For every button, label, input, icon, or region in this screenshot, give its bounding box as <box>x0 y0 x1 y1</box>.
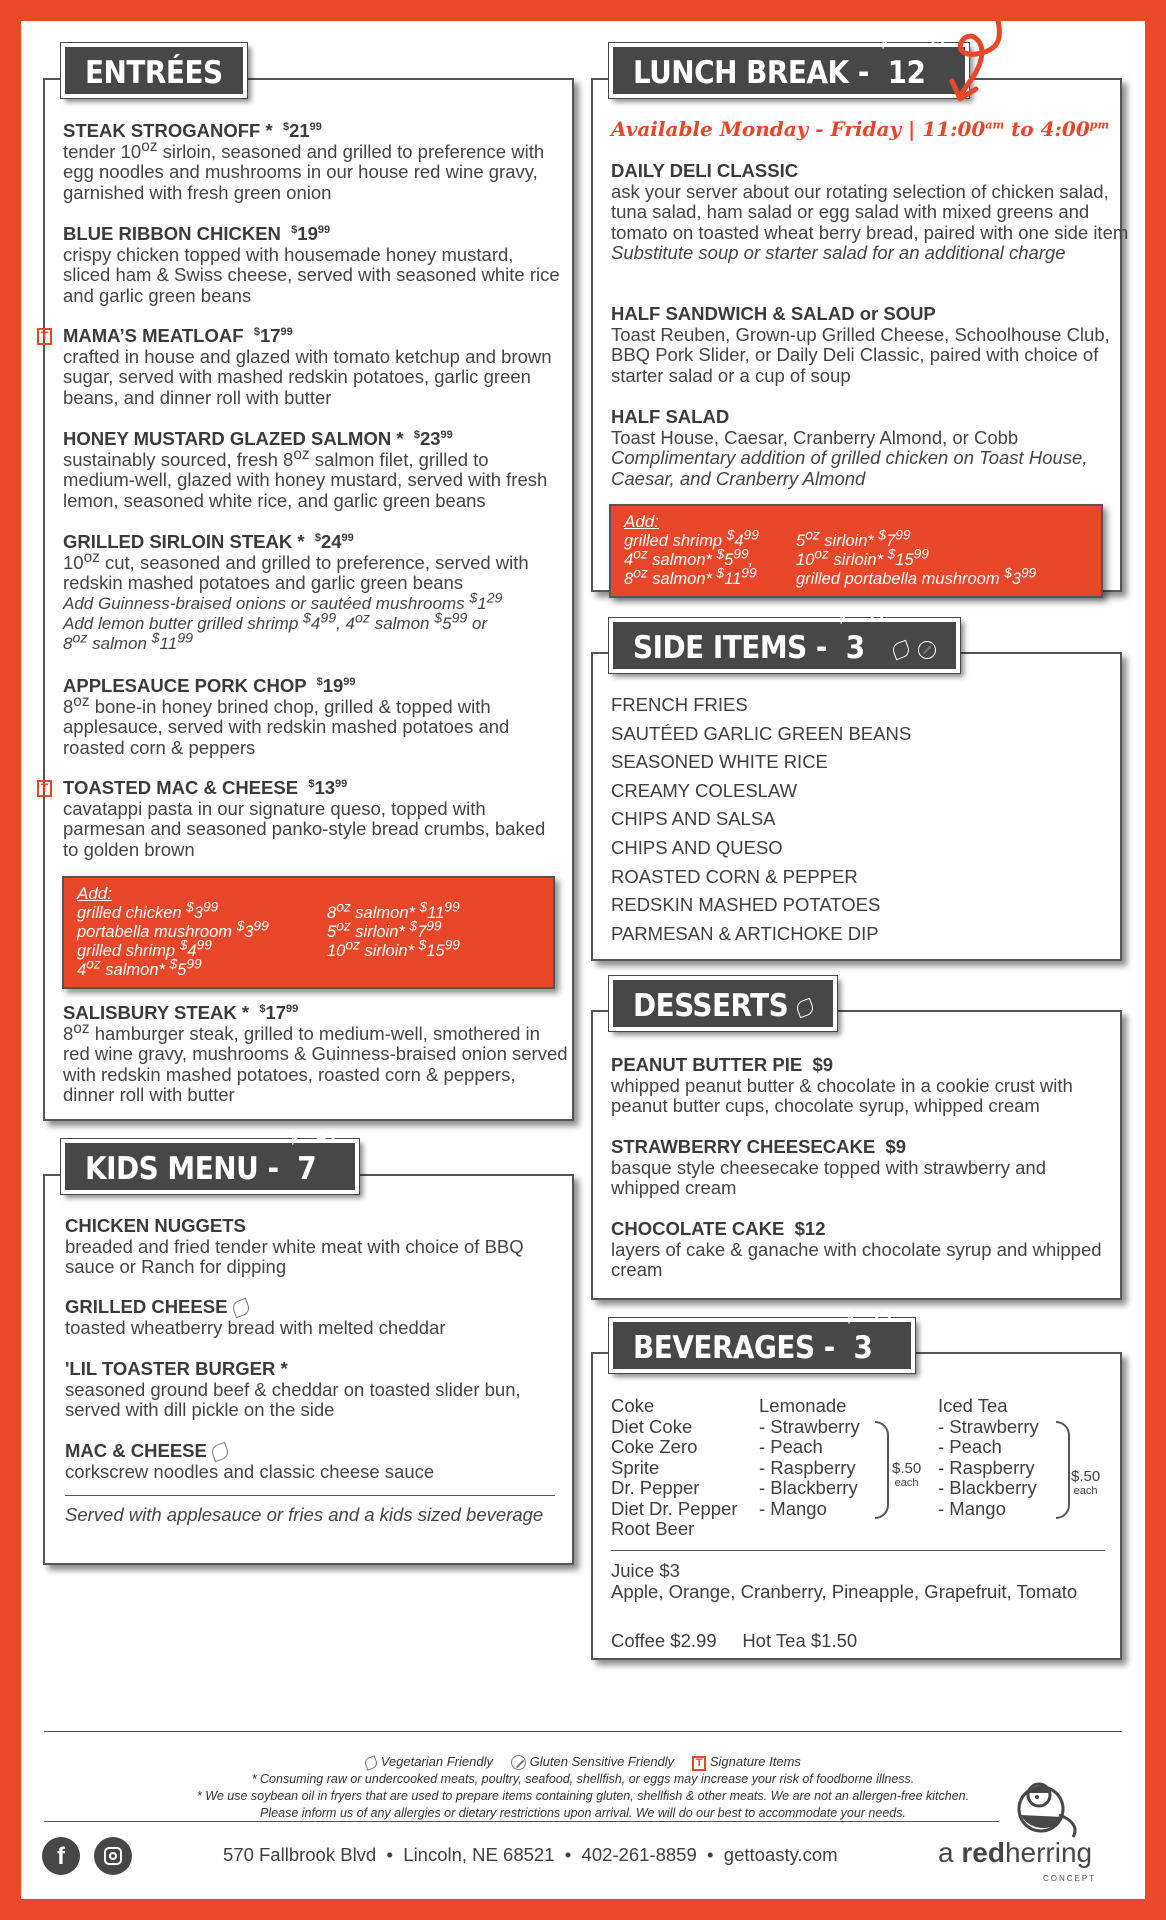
side-item: ROASTED CORN & PEPPER <box>611 865 858 887</box>
city: Lincoln, NE 68521 <box>403 1844 555 1865</box>
vegetarian-icon <box>230 1298 251 1319</box>
facebook-icon[interactable]: f <box>42 1837 80 1875</box>
phone[interactable]: 402-261-8859 <box>581 1844 697 1865</box>
menu-item: TOASTED MAC & CHEESE $^{\$}13^{99}$ cavatappi pasta in our signature queso, topped with parmesan and seasoned panko-style bread crumbs, baked to golden brown <box>63 777 546 860</box>
entree-add-ons: Add: grilled chicken $^{\$}3^{99}$ portabella mushroom $^{\$}3^{99}$ grilled shrimp $^{\$}4^{99}$ $4^{oz}$ salmon* $^{\$}5^{99}$ $8^{oz}$ salmon* $^{\$}11^{99}$ $5^{oz}$ sirloin* $^{\$}7^{99}$ $10^{oz}$ sirloin* $^{\$}15^{99}$ <box>62 876 555 989</box>
vegetarian-icon <box>363 1755 378 1770</box>
sides-header: SIDE ITEMS - $^{\$}3^{99}$ <box>609 618 960 673</box>
lunch-header: LUNCH BREAK - $^{\$}12^{99}$ <box>609 43 969 98</box>
juice-info: Juice $3 Apple, Orange, Cranberry, Pineapple, Grapefruit, Tomato <box>611 1560 1078 1602</box>
side-item: PARMESAN & ARTICHOKE DIP <box>611 922 879 944</box>
disclaimer: * Consuming raw or undercooked meats, poultry, seafood, shellfish, or eggs may increase your risk of foodborne illness. * We use soybean oil in fryers that are used to prepare items containing gluten, shellfish & other meats. We are not an allergen-free kitchen. Please inform us of any allergies or dietary restrictions upon arrival. We will do our best to accommodate your needs. <box>196 1772 970 1820</box>
kids-header: KIDS MENU - $^{\$}7^{49}$ <box>61 1139 359 1194</box>
menu-item: HONEY MUSTARD GLAZED SALMON * $^{\$}23^{99}$ sustainably sourced, fresh $8^{oz}$ salmon filet, grilled to medium-well, glazed with honey mustard, served with fresh lemon, seasoned white rice, and garlic green beans <box>63 428 548 511</box>
signature-icon: T <box>37 780 52 797</box>
sides-list <box>611 691 911 948</box>
side-item: CREAMY COLESLAW <box>611 779 798 801</box>
entrees-header: ENTRÉES <box>61 43 247 98</box>
kids-item: CHICKEN NUGGETS breaded and fried tender white meat with choice of BBQ sauce or Ranch for dipping <box>65 1215 524 1277</box>
lunch-item: HALF SALAD Toast House, Caesar, Cranberry Almond, or Cobb Complimentary addition of grilled chicken on Toast House, Caesar, and Cranberry Almond <box>611 406 1088 489</box>
instagram-icon[interactable] <box>94 1837 132 1875</box>
menu-item: MAMA’S MEATLOAF $^{\$}17^{99}$ crafted in house and glazed with tomato ketchup and brown sugar, served with mashed redskin potatoes, garlic green beans, and dinner roll with butter <box>63 325 552 408</box>
iced-tea-brace <box>1056 1421 1070 1519</box>
iced-tea-list: Iced Tea - Strawberry - Peach - Raspberry - Blackberry - Mango <box>938 1395 1039 1519</box>
kids-footnote: Served with applesauce or fries and a kids sized beverage <box>65 1504 544 1525</box>
website-link[interactable]: gettoasty.com <box>723 1844 838 1865</box>
dessert-item: CHOCOLATE CAKE $12 layers of cake & ganache with chocolate syrup and whipped cream <box>611 1218 1102 1280</box>
lunch-item: DAILY DELI CLASSIC ask your server about our rotating selection of chicken salad, tuna salad, ham salad or egg salad with mixed greens and tomato on toasted wheat berry bread, paired with one side item Substitute soup or starter salad for an additional charge <box>611 160 1129 263</box>
kids-divider <box>65 1495 555 1496</box>
side-item: SAUTÉED GARLIC GREEN BEANS <box>611 722 912 744</box>
beverages-divider <box>611 1550 1105 1551</box>
signature-icon: T <box>692 1756 706 1771</box>
lemonade-brace <box>875 1421 889 1519</box>
brand-concept: CONCEPT <box>1043 1874 1097 1883</box>
menu-item: APPLESAUCE PORK CHOP $^{\$}19^{99}$ $8^{oz}$ bone-in honey brined chop, grilled & topped with applesauce, served with redskin mashed potatoes and roasted corn & peppers <box>63 675 510 758</box>
kids-item: GRILLED CHEESE toasted wheatberry bread with melted cheddar <box>65 1296 446 1338</box>
menu-item: GRILLED SIRLOIN STEAK * $^{\$}24^{99}$ $10^{oz}$ cut, seasoned and grilled to preference, served with redskin mashed potatoes and garlic green beans Add Guinness-braised onions or sautéed mushrooms $^{\$}1^{29}$ Add lemon butter grilled shrimp $^{\$}4^{99}$, $4^{oz}$ salmon $^{\$}5^{99}$ or $8^{oz}$ salmon $^{\$}11^{99}$ <box>63 531 529 653</box>
footer-divider-top <box>44 1731 1122 1732</box>
desserts-header: DESSERTS <box>609 976 837 1031</box>
kids-item: 'LIL TOASTER BURGER * seasoned ground beef & cheddar on toasted slider bun, served with dill pickle on the side <box>65 1358 521 1420</box>
herring-logo-icon <box>999 1775 1091 1845</box>
footer-divider-bottom <box>44 1821 999 1822</box>
address: 570 Fallbrook Blvd <box>223 1844 377 1865</box>
lemonade-upcharge: $.50 each <box>892 1460 922 1489</box>
side-item: CHIPS AND QUESO <box>611 836 783 858</box>
lemonade-list: Lemonade - Strawberry - Peach - Raspberry - Blackberry - Mango <box>759 1395 860 1519</box>
gluten-free-icon <box>511 1755 526 1770</box>
hot-drinks: Coffee $2.99 Hot Tea $1.50 <box>611 1630 858 1651</box>
lunch-availability: Available Monday - Friday | $11:00^{am}$ to $4:00^{pm}$ <box>611 117 1110 141</box>
side-item: REDSKIN MASHED POTATOES <box>611 894 881 916</box>
arrow-icon <box>926 21 1026 111</box>
side-item: FRENCH FRIES <box>611 694 748 715</box>
lunch-add-ons: Add: grilled shrimp $^{\$}4^{99}$ $4^{oz}$ salmon* $^{\$}5^{99}$, $8^{oz}$ salmon* $^{\$}11^{99}$ $5^{oz}$ sirloin* $^{\$}7^{99}$ $10^{oz}$ sirloin* $^{\$}15^{99}$ grilled portabella mushroom $^{\$}3^{99}$ <box>609 504 1103 598</box>
lunch-item: HALF SANDWICH & SALAD or SOUP Toast Reuben, Grown-up Grilled Cheese, Schoolhouse Club, BBQ Pork Slider, or Daily Deli Classic, paired with choice of starter salad or a cup of soup <box>611 303 1110 386</box>
contact-line: 570 Fallbrook Blvd • Lincoln, NE 68521 • 402-261-8859 • gettoasty.com <box>223 1844 838 1865</box>
gluten-free-icon <box>918 641 936 659</box>
menu-item: BLUE RIBBON CHICKEN $^{\$}19^{99}$ crispy chicken topped with housemade honey mustard, sliced ham & Swiss cheese, served with seasoned white rice and garlic green beans <box>63 223 560 306</box>
vegetarian-icon <box>891 639 912 660</box>
menu-page <box>21 21 1145 1899</box>
dessert-item: STRAWBERRY CHEESECAKE $9 basque style cheesecake topped with strawberry and whipped cream <box>611 1136 1047 1198</box>
dessert-item: PEANUT BUTTER PIE $9 whipped peanut butter & chocolate in a cookie crust with peanut butter cups, chocolate syrup, whipped cream <box>611 1054 1073 1116</box>
iced-tea-upcharge: $.50 each <box>1071 1468 1101 1497</box>
sodas-list: Coke Diet Coke Coke Zero Sprite Dr. Pepper Diet Dr. Pepper Root Beer <box>611 1395 738 1539</box>
vegetarian-icon <box>795 997 816 1018</box>
vegetarian-icon <box>210 1442 231 1463</box>
side-item: CHIPS AND SALSA <box>611 808 776 830</box>
kids-item: MAC & CHEESE corkscrew noodles and classic cheese sauce <box>65 1440 435 1482</box>
beverages-header: BEVERAGES - $^{\$}3^{29}$ <box>609 1318 915 1373</box>
menu-item: SALISBURY STEAK * $^{\$}17^{99}$ $8^{oz}$ hamburger steak, grilled to medium-well, smothered in red wine gravy, mushrooms & Guinness-braised onion served with redskin mashed potatoes, roasted corn & peppers, dinner roll with butter <box>63 1002 568 1105</box>
side-item: SEASONED WHITE RICE <box>611 751 828 773</box>
legend: Vegetarian Friendly Gluten Sensitive Friendly T Signature Items <box>21 1754 1145 1771</box>
signature-icon: T <box>37 328 52 345</box>
brand-logo: a redherring <box>938 1837 1093 1868</box>
menu-item: STEAK STROGANOFF * $^{\$}21^{99}$ tender $10^{oz}$ sirloin, seasoned and grilled to preference with egg noodles and mushrooms in our house red wine gravy, garnished with fresh green onion <box>63 120 545 203</box>
